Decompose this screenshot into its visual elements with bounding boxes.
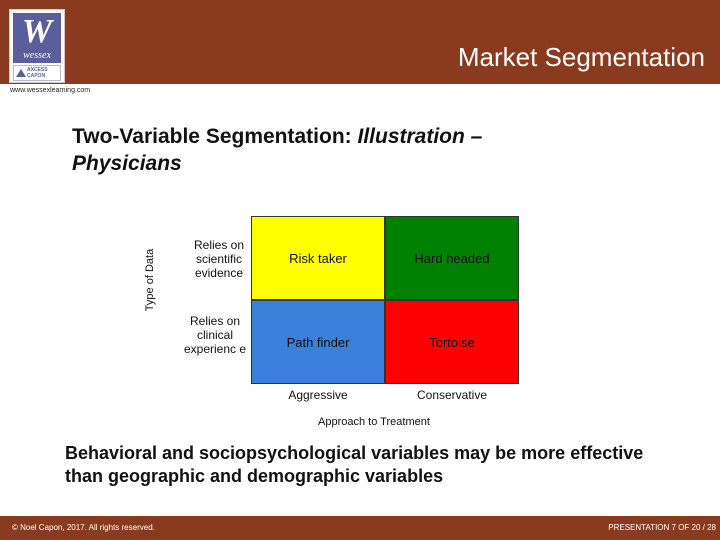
header-bar	[0, 0, 720, 84]
logo-axcess-text: AXCESS	[27, 67, 48, 73]
website-url: www.wessexlearning.com	[10, 87, 91, 94]
copyright-text: © Noel Capon, 2017. All rights reserved.	[12, 523, 155, 532]
section-heading	[72, 123, 592, 177]
cell-path-finder: Path finder	[251, 300, 385, 384]
cell-risk-taker: Risk taker	[251, 216, 385, 300]
heading-italic-2: Physicians	[72, 152, 182, 175]
col-label-aggressive: Aggressive	[288, 388, 348, 402]
heading-italic-1: Illustration –	[357, 125, 483, 148]
cell-hard-headed: Hard headed	[385, 216, 519, 300]
axcess-capon-logo	[13, 65, 61, 81]
logo-capon-text: CAPON	[27, 73, 46, 79]
wessex-logo	[9, 9, 65, 83]
x-axis-label: Approach to Treatment	[318, 416, 430, 428]
wessex-logo-mark	[13, 13, 61, 63]
logo-w-letter: W	[21, 13, 53, 50]
slide-title: Market Segmentation	[457, 42, 705, 72]
body-text: Behavioral and sociopsychological variables may be more effective than geographic and demographic variables	[65, 443, 644, 486]
page-number: PRESENTATION 7 OF 20 / 28	[608, 523, 716, 532]
logo-wessex-text: wessex	[23, 50, 51, 61]
footer-bar	[0, 516, 720, 540]
y-axis-label: Type of Data	[144, 248, 156, 312]
row-label-scientific: Relies on scientific evidence	[193, 238, 245, 280]
col-label-conservative: Conservative	[416, 388, 488, 402]
heading-prefix: Two-Variable Segmentation:	[72, 125, 358, 148]
cell-tortoise: Tortoise	[385, 300, 519, 384]
triangle-icon	[16, 69, 26, 77]
row-label-clinical: Relies on clinical experienc e	[183, 314, 247, 356]
